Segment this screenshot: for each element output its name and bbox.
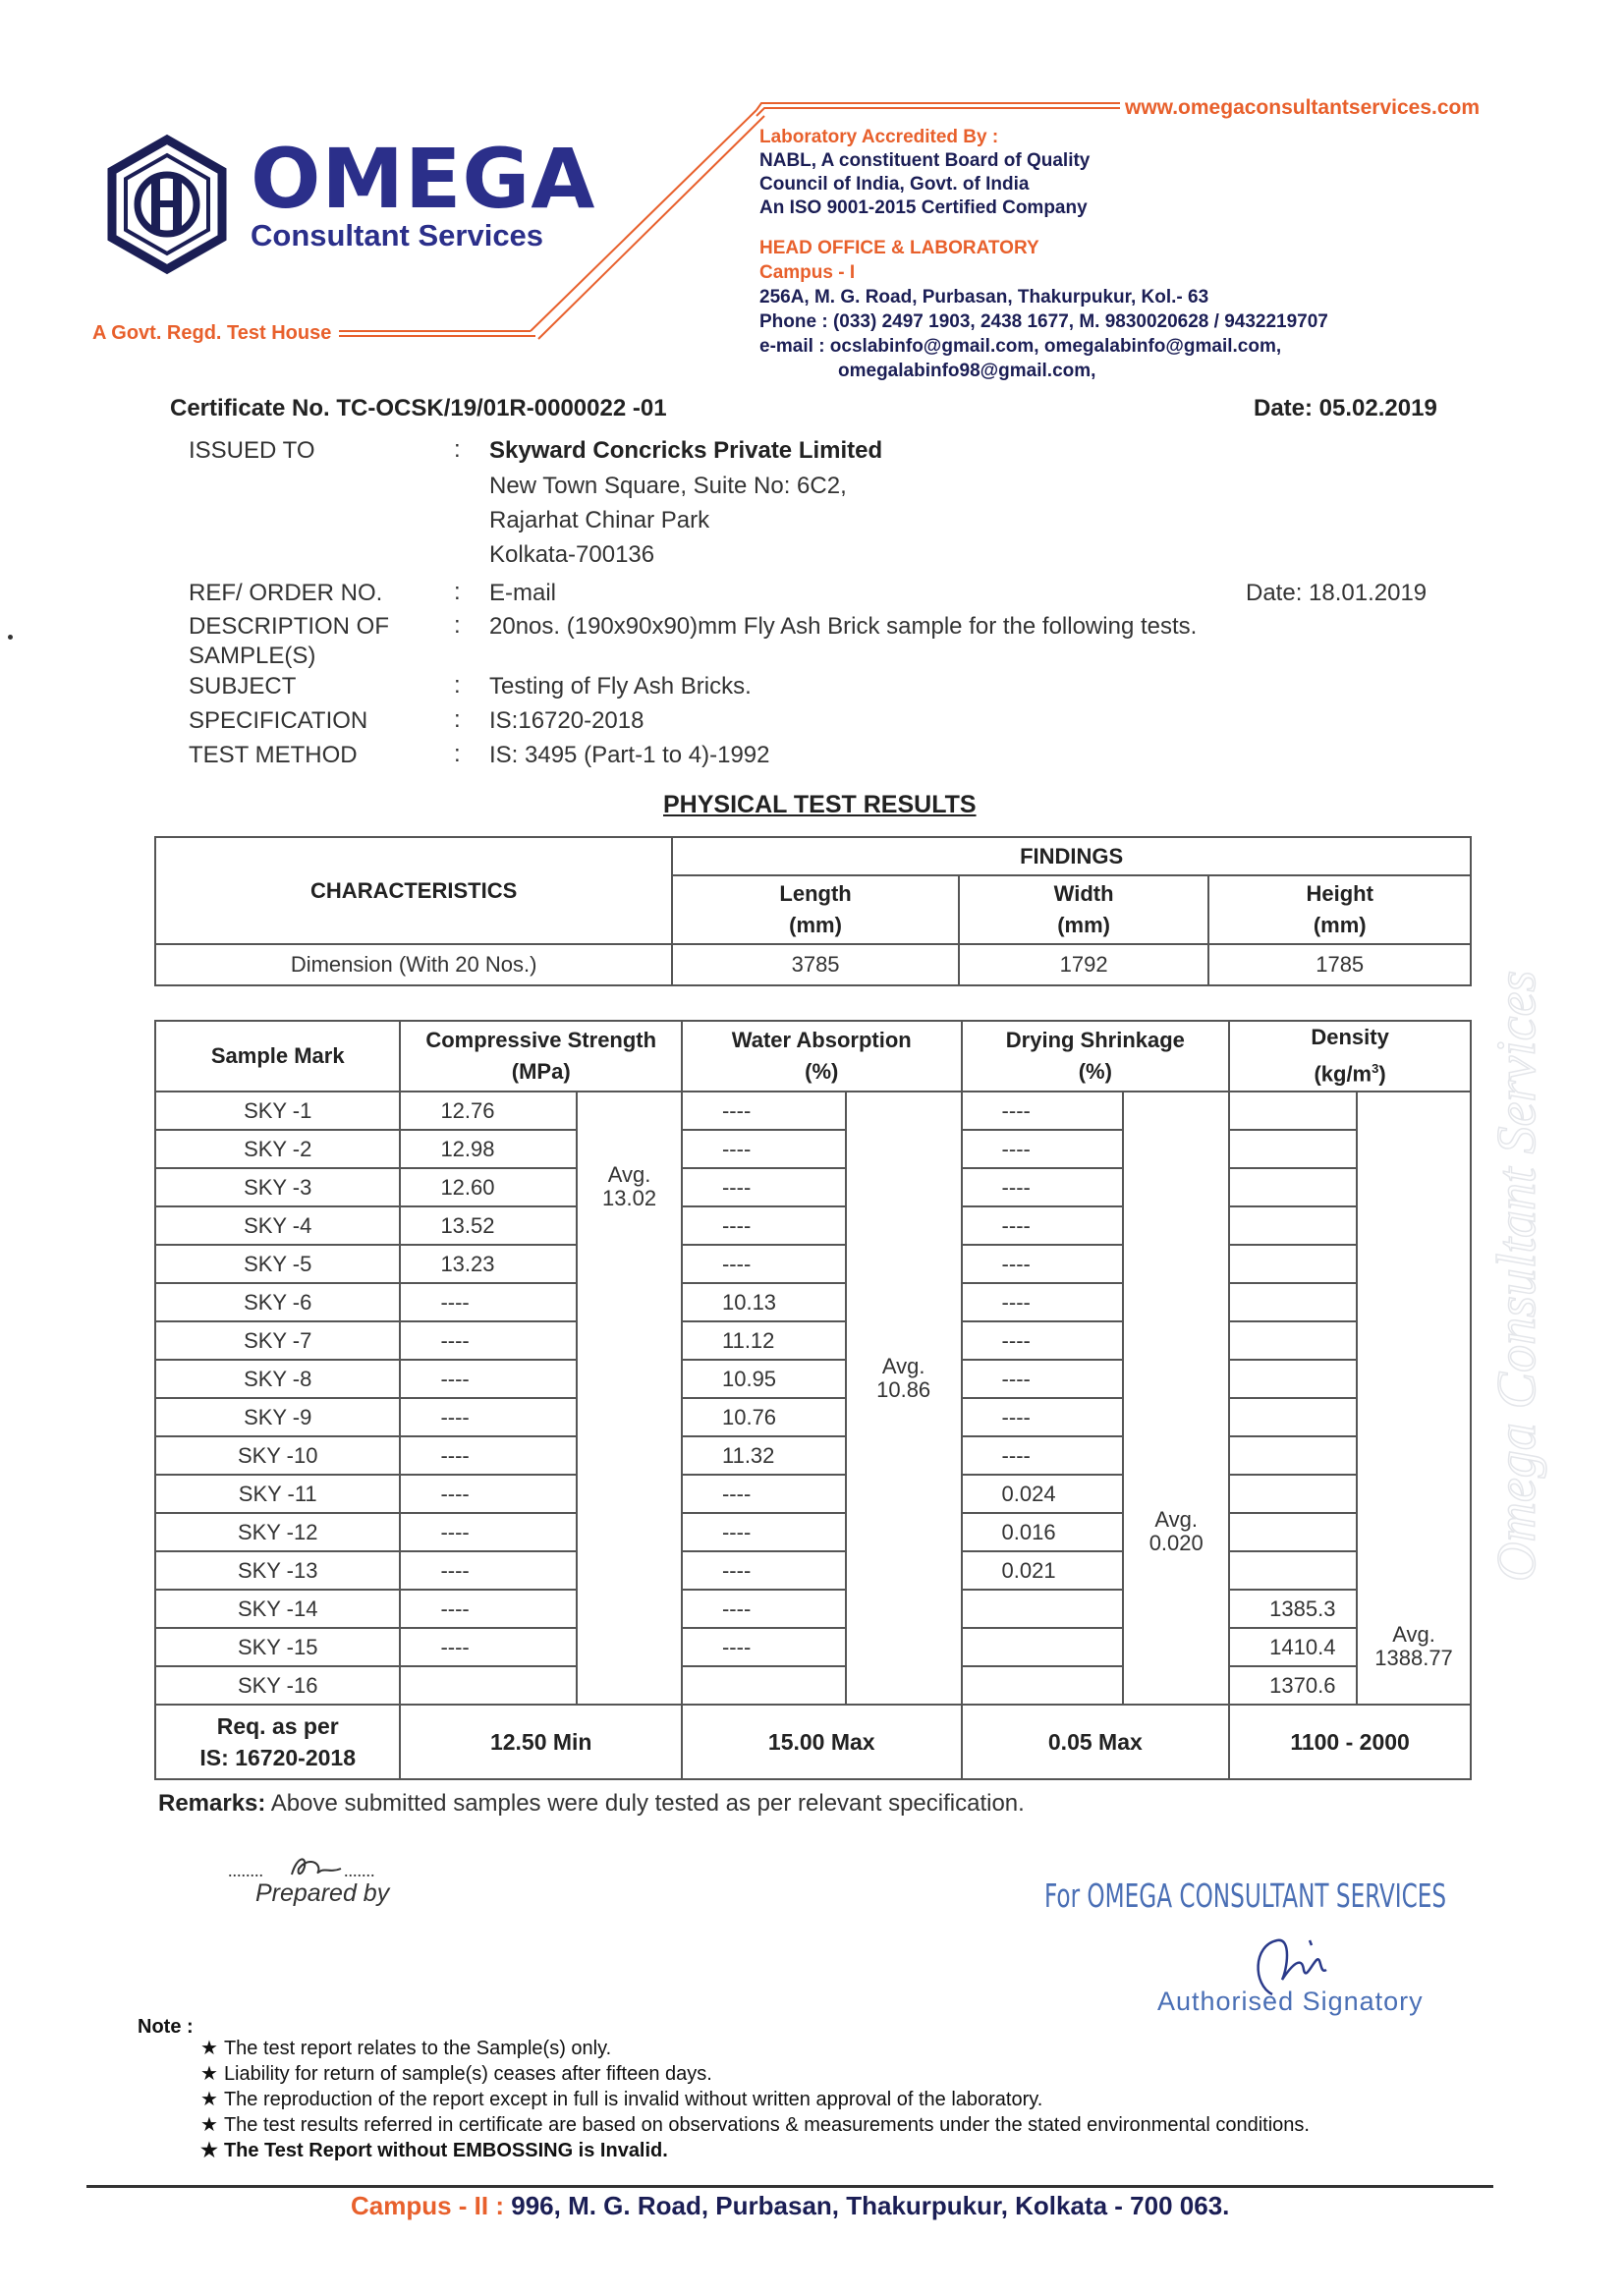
- sample-mark-header: Sample Mark: [155, 1021, 400, 1092]
- table-row: [155, 1245, 1471, 1283]
- cs-value: ----: [400, 1475, 577, 1513]
- description-value: 20nos. (190x90x90)mm Fly Ash Brick sample for the following tests.: [489, 613, 1198, 640]
- average-value: 10.86: [876, 1376, 931, 1402]
- table-row: [155, 1130, 1471, 1168]
- footer-address: [351, 2191, 1229, 2221]
- issued-to-label: ISSUED TO: [189, 437, 315, 464]
- wa-value: ----: [682, 1092, 846, 1130]
- den-value: [1229, 1130, 1357, 1168]
- cs-value: ----: [400, 1360, 577, 1398]
- wa-value: ----: [682, 1206, 846, 1245]
- table-row: [155, 1513, 1471, 1551]
- logo-subtitle: Consultant Services: [251, 218, 544, 252]
- ds-value: 0.024: [962, 1475, 1124, 1513]
- scan-speck: [8, 635, 13, 640]
- table-row: [155, 1475, 1471, 1513]
- den-value: [1229, 1436, 1357, 1475]
- wa-value: [682, 1666, 846, 1705]
- table-row: [155, 1666, 1471, 1705]
- table-row: [155, 1321, 1471, 1360]
- remarks-text: Above submitted samples were duly tested as per relevant specification.: [265, 1790, 1025, 1817]
- compressive-strength-header: Compressive Strength (MPa): [400, 1021, 682, 1092]
- notes-list: [200, 2036, 1310, 2163]
- colon: :: [454, 706, 461, 733]
- table-row: [155, 1092, 1471, 1130]
- table-row: [155, 1283, 1471, 1321]
- den-value: 1410.4: [1229, 1628, 1357, 1666]
- water-absorption-header: Water Absorption (%): [682, 1021, 962, 1092]
- ds-value: ----: [962, 1398, 1124, 1436]
- ds-value: 0.021: [962, 1551, 1124, 1590]
- dimension-row-label: Dimension (With 20 Nos.): [155, 944, 672, 985]
- sample-mark: SKY -2: [155, 1130, 400, 1168]
- omega-logo-icon: [106, 136, 228, 273]
- ds-value: ----: [962, 1130, 1124, 1168]
- sample-mark: SKY -13: [155, 1551, 400, 1590]
- ds-value: ----: [962, 1436, 1124, 1475]
- ref-label: REF/ ORDER NO.: [189, 580, 383, 606]
- for-company-stamp: For OMEGA CONSULTANT SERVICES: [1044, 1876, 1447, 1915]
- sample-mark: SKY -8: [155, 1360, 400, 1398]
- wa-value: 10.13: [682, 1283, 846, 1321]
- wa-value: 10.95: [682, 1360, 846, 1398]
- ds-value: ----: [962, 1360, 1124, 1398]
- address-line: Rajarhat Chinar Park: [489, 507, 710, 533]
- footer-address-text: 996, M. G. Road, Purbasan, Thakurpukur, Kolkata - 700 063.: [511, 2191, 1230, 2220]
- den-value: [1229, 1513, 1357, 1551]
- table-row: [155, 1551, 1471, 1590]
- ds-value: [962, 1666, 1124, 1705]
- sample-mark: SKY -9: [155, 1398, 400, 1436]
- svg-text:........: ........: [228, 1861, 263, 1880]
- ds-average: [1123, 1092, 1229, 1705]
- head-office-block: [759, 236, 1328, 359]
- table-row: [155, 1590, 1471, 1628]
- average-value: 13.02: [602, 1185, 657, 1210]
- head-office-email: e-mail : ocslabinfo@gmail.com, omegalabinfo@gmail.com,: [759, 336, 1282, 357]
- den-value: [1229, 1245, 1357, 1283]
- average-label: Avg.: [1392, 1621, 1435, 1647]
- website-url: www.omegaconsultantservices.com: [1125, 96, 1481, 119]
- table-row: [155, 1360, 1471, 1398]
- average-value: 0.020: [1148, 1530, 1204, 1555]
- table-row: [155, 1436, 1471, 1475]
- den-average: [1357, 1092, 1471, 1705]
- cs-value: ----: [400, 1398, 577, 1436]
- section-title: PHYSICAL TEST RESULTS: [663, 791, 977, 818]
- den-value: [1229, 1092, 1357, 1130]
- description-label: DESCRIPTION OF: [189, 613, 390, 640]
- den-value: [1229, 1321, 1357, 1360]
- cs-value: ----: [400, 1321, 577, 1360]
- ds-value: [962, 1590, 1124, 1628]
- svg-text:.......: .......: [344, 1861, 375, 1880]
- footer-campus: Campus - II :: [351, 2191, 512, 2220]
- den-value: [1229, 1168, 1357, 1206]
- sample-mark: SKY -6: [155, 1283, 400, 1321]
- cs-value: ----: [400, 1283, 577, 1321]
- height-header: Height (mm): [1208, 875, 1471, 944]
- sample-mark: SKY -4: [155, 1206, 400, 1245]
- watermark-emboss: [1486, 806, 1552, 1592]
- sample-mark: SKY -14: [155, 1590, 400, 1628]
- accreditation-line: An ISO 9001-2015 Certified Company: [759, 197, 1088, 218]
- note-item: ★ The test report relates to the Sample(s) only.: [200, 2038, 612, 2059]
- description-label-2: SAMPLE(S): [189, 643, 316, 669]
- sample-mark: SKY -15: [155, 1628, 400, 1666]
- note-item: ★ The test results referred in certificate are based on observations & measurements under the stated environmental conditions.: [200, 2114, 1310, 2136]
- certificate-date: Date: 05.02.2019: [1254, 395, 1437, 421]
- letterhead: [0, 0, 1624, 393]
- requirement-cs: 12.50 Min: [400, 1705, 682, 1779]
- wa-value: 11.32: [682, 1436, 846, 1475]
- accreditation-heading: Laboratory Accredited By :: [759, 127, 999, 147]
- den-value: 1370.6: [1229, 1666, 1357, 1705]
- cs-value: ----: [400, 1590, 577, 1628]
- issued-to-name: Skyward Concricks Private Limited: [489, 437, 883, 464]
- prepared-by: Prepared by: [255, 1879, 390, 1907]
- average-label: Avg.: [1154, 1506, 1199, 1532]
- ref-value: E-mail: [489, 580, 557, 606]
- average-label: Avg.: [607, 1161, 651, 1187]
- colon: :: [454, 579, 461, 605]
- sample-mark: SKY -5: [155, 1245, 400, 1283]
- average-label: Avg.: [881, 1353, 925, 1378]
- wa-value: 11.12: [682, 1321, 846, 1360]
- colon: :: [454, 672, 461, 699]
- den-value: 1385.3: [1229, 1590, 1357, 1628]
- head-office-phone: Phone : (033) 2497 1903, 2438 1677, M. 9830020628 / 9432219707: [759, 311, 1328, 332]
- head-office-address: 256A, M. G. Road, Purbasan, Thakurpukur, Kol.- 63: [759, 287, 1209, 308]
- subject-value: Testing of Fly Ash Bricks.: [489, 673, 752, 700]
- campus-label: Campus - I: [759, 262, 856, 283]
- remarks-label: Remarks:: [158, 1790, 266, 1817]
- wa-value: ----: [682, 1551, 846, 1590]
- den-value: [1229, 1398, 1357, 1436]
- subject-label: SUBJECT: [189, 673, 297, 700]
- requirement-density: 1100 - 2000: [1229, 1705, 1471, 1779]
- footer-divider: [86, 2185, 1493, 2188]
- cs-value: 12.76: [400, 1092, 577, 1130]
- colon: :: [454, 741, 461, 767]
- sample-mark: SKY -11: [155, 1475, 400, 1513]
- wa-value: ----: [682, 1475, 846, 1513]
- sample-mark: SKY -16: [155, 1666, 400, 1705]
- ds-value: ----: [962, 1321, 1124, 1360]
- table-row: [155, 1168, 1471, 1206]
- requirement-ds: 0.05 Max: [962, 1705, 1230, 1779]
- wa-value: ----: [682, 1590, 846, 1628]
- table-row: [155, 1206, 1471, 1245]
- wa-value: ----: [682, 1168, 846, 1206]
- ds-value: 0.016: [962, 1513, 1124, 1551]
- height-value: 1785: [1208, 944, 1471, 985]
- remarks: [158, 1790, 1025, 1818]
- accreditation-block: [759, 126, 1090, 220]
- table-row: [155, 944, 1471, 985]
- ref-date: Date: 18.01.2019: [1246, 580, 1428, 606]
- table-row: [155, 1628, 1471, 1666]
- den-value: [1229, 1475, 1357, 1513]
- wa-value: 10.76: [682, 1398, 846, 1436]
- cs-average: [577, 1092, 682, 1705]
- address-line: New Town Square, Suite No: 6C2,: [489, 473, 847, 499]
- density-header: Density $(kg/m^3)$: [1229, 1021, 1471, 1092]
- sample-mark: SKY -12: [155, 1513, 400, 1551]
- den-value: [1229, 1360, 1357, 1398]
- wa-value: ----: [682, 1628, 846, 1666]
- wa-average: [846, 1092, 962, 1705]
- cs-value: ----: [400, 1436, 577, 1475]
- authorised-signatory: Authorised Signatory: [1157, 1987, 1424, 2016]
- specification-value: IS:16720-2018: [489, 707, 644, 734]
- address-line: Kolkata-700136: [489, 541, 655, 568]
- width-header: Width (mm): [959, 875, 1209, 944]
- dimension-table: [154, 836, 1472, 986]
- length-header: Length (mm): [672, 875, 959, 944]
- drying-shrinkage-header: Drying Shrinkage (%): [962, 1021, 1230, 1092]
- cs-value: ----: [400, 1628, 577, 1666]
- results-table: [154, 1020, 1472, 1780]
- test-method-value: IS: 3495 (Part-1 to 4)-1992: [489, 742, 770, 768]
- cs-value: 12.60: [400, 1168, 577, 1206]
- test-method-label: TEST METHOD: [189, 742, 358, 768]
- ds-value: ----: [962, 1206, 1124, 1245]
- requirement-label: Req. as per IS: 16720-2018: [155, 1705, 400, 1779]
- width-value: 1792: [959, 944, 1209, 985]
- ds-value: ----: [962, 1092, 1124, 1130]
- certificate-number: Certificate No. TC-OCSK/19/01R-0000022 -01: [170, 395, 667, 421]
- note-item: ★ The reproduction of the report except in full is invalid without written approval of the laboratory.: [200, 2089, 1043, 2110]
- cs-value: 13.52: [400, 1206, 577, 1245]
- length-value: 3785: [672, 944, 959, 985]
- cs-value: ----: [400, 1513, 577, 1551]
- note-item: ★ The Test Report without EMBOSSING is Invalid.: [200, 2140, 668, 2161]
- specification-label: SPECIFICATION: [189, 707, 368, 734]
- cs-value: 13.23: [400, 1245, 577, 1283]
- findings-header: FINDINGS: [672, 837, 1471, 875]
- sample-mark: SKY -1: [155, 1092, 400, 1130]
- colon: :: [454, 612, 461, 639]
- requirement-wa: 15.00 Max: [682, 1705, 962, 1779]
- table-row: [155, 1398, 1471, 1436]
- ds-value: ----: [962, 1245, 1124, 1283]
- head-office-email-2: omegalabinfo98@gmail.com,: [838, 361, 1096, 381]
- cs-value: 12.98: [400, 1130, 577, 1168]
- ds-value: ----: [962, 1168, 1124, 1206]
- govt-tag: A Govt. Regd. Test House: [92, 322, 332, 344]
- note-title: Note :: [138, 2016, 194, 2038]
- characteristics-header: CHARACTERISTICS: [155, 837, 672, 944]
- sample-mark: SKY -3: [155, 1168, 400, 1206]
- den-value: [1229, 1283, 1357, 1321]
- den-value: [1229, 1206, 1357, 1245]
- wa-value: ----: [682, 1245, 846, 1283]
- accreditation-line: Council of India, Govt. of India: [759, 174, 1030, 195]
- head-office-heading: HEAD OFFICE & LABORATORY: [759, 238, 1039, 258]
- sample-mark: SKY -7: [155, 1321, 400, 1360]
- wa-value: ----: [682, 1130, 846, 1168]
- svg-text:Omega Consultant Services: Omega Consultant Services: [1486, 970, 1547, 1582]
- ds-value: [962, 1628, 1124, 1666]
- sample-mark: SKY -10: [155, 1436, 400, 1475]
- ds-value: ----: [962, 1283, 1124, 1321]
- accreditation-line: NABL, A constituent Board of Quality: [759, 150, 1091, 171]
- cs-value: ----: [400, 1551, 577, 1590]
- wa-value: ----: [682, 1513, 846, 1551]
- den-value: [1229, 1551, 1357, 1590]
- note-item: ★ Liability for return of sample(s) ceases after fifteen days.: [200, 2063, 712, 2085]
- logo-name: OMEGA: [251, 131, 596, 227]
- colon: :: [454, 436, 461, 463]
- cs-value: [400, 1666, 577, 1705]
- average-value: 1388.77: [1374, 1645, 1453, 1670]
